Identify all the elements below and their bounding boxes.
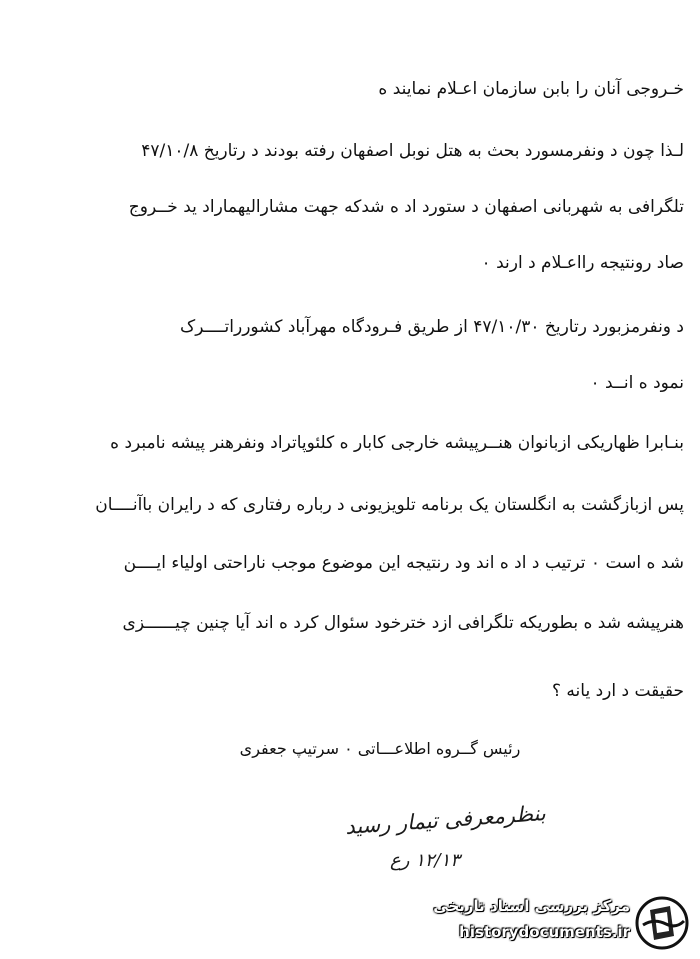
document-line-7: بنـابرا ظهاریکی ازبانوان هنــرپیشه خارجی کابار ه کلئوپاتراد ونفرهنر پیشه نامبرد ه [110, 433, 684, 453]
document-line-6: نمود ه انــد ۰ [590, 373, 684, 393]
archive-logo-icon [634, 895, 690, 951]
watermark [402, 893, 692, 953]
document-line-11: حقیقت د ارد یانه ؟ [552, 681, 684, 701]
handwritten-date: ۱۲/۱۳ رع [390, 850, 460, 871]
document-line-1: خـروجی آنان را بابن سازمان اعـلام نمایند ه [378, 79, 684, 99]
document-line-8: پس ازبازگشت به انگلستان یک برنامه تلویزیونی د رباره رفتاری که د رایران باآنــــان [95, 495, 684, 515]
watermark-title: مرکز بررسی اسناد تاریخی [433, 897, 630, 915]
document-line-5: د ونفرمزبورد رتاریخ ۴۷/۱۰/۳۰ از طریق فـرودگاه مهرآباد کشورراتــــرک [180, 317, 684, 337]
document-line-4: صاد رونتیجه رااعـلام د ارند ۰ [481, 253, 684, 273]
watermark-url: historydocuments.ir [459, 923, 630, 941]
handwritten-note: بنظرمعرفی تیمار رسید [344, 801, 547, 839]
document-line-10: هنرپیشه شد ه بطوریکه تلگرافی ازد خترخود سئوال کرد ه اند آیا چنین چیــــــزی [122, 613, 684, 633]
document-line-2: لـذا چون د ونفرمسورد بحث به هتل نوبل اصفهان رفته بودند د رتاریخ ۴۷/۱۰/۸ [141, 141, 684, 161]
document-line-3: تلگرافی به شهربانی اصفهان د ستورد اد ه شدکه جهت مشارالیهماراد ید خــروج [128, 197, 684, 217]
document-line-9: شد ه است ۰ ترتیب د اد ه اند ود رنتیجه این موضوع موجب ناراحتی اولیاء ایــــن [123, 553, 684, 573]
signature-line: رئیس گــروه اطلاعـــاتی ۰ سرتیپ جعفری [239, 739, 521, 758]
